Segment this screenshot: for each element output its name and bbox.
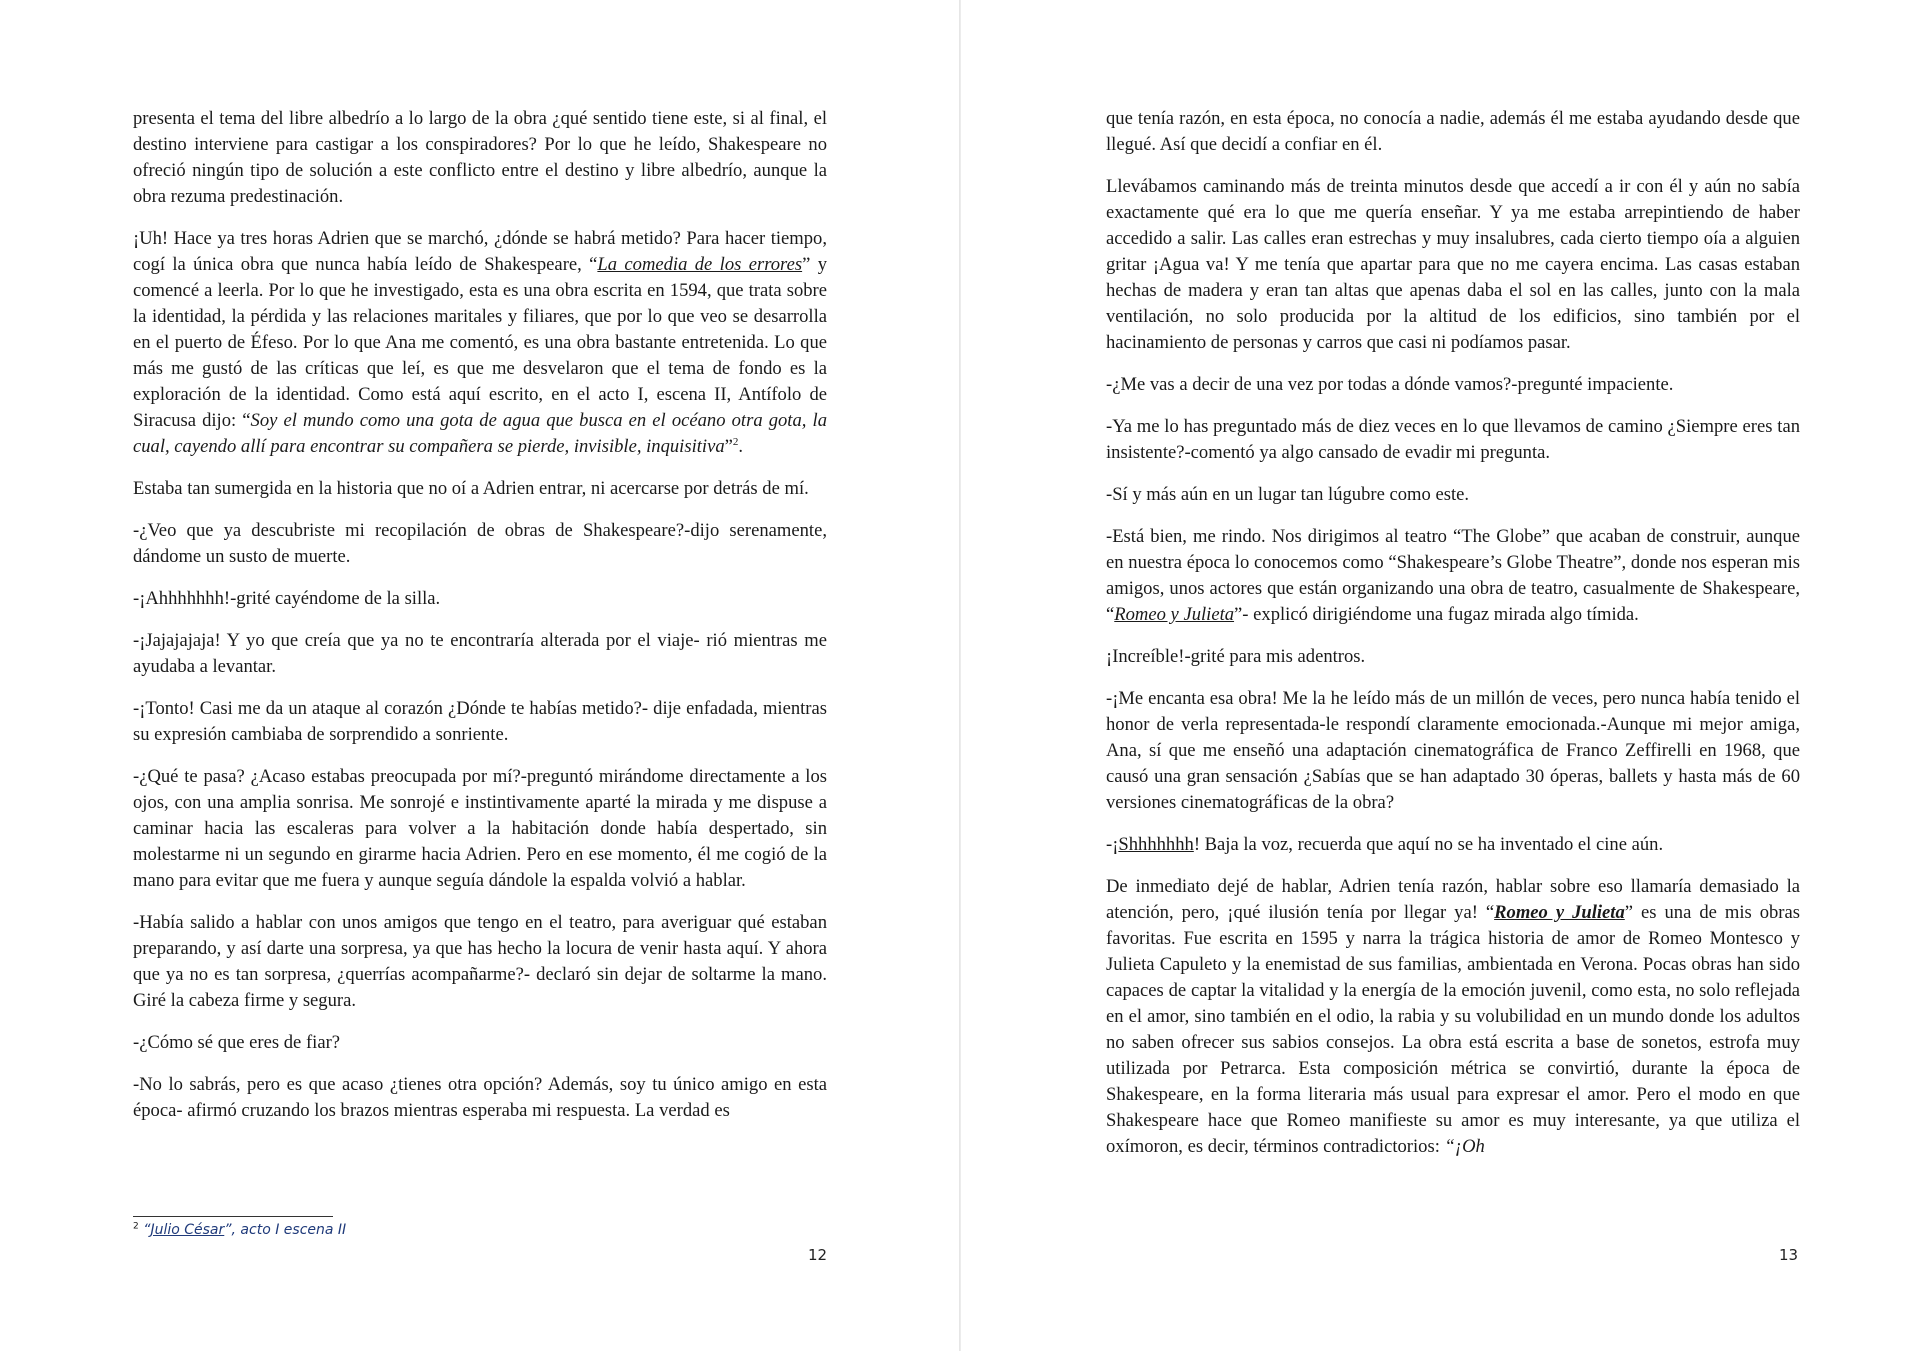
left-text-column — [133, 106, 827, 1124]
paragraph: -No lo sabrás, pero es que acaso ¿tienes otra opción? Además, soy tu único amigo en esta época- afirmó cruzando los brazos mientras esperaba mi respuesta. La verdad es — [133, 1074, 827, 1121]
work-title-link[interactable]: Romeo y Julieta — [1114, 604, 1235, 625]
paragraph: -¡Ahhhhhhh!-grité cayéndome de la silla. — [133, 588, 441, 609]
paragraph: -Había salido a hablar con unos amigos que tengo en el teatro, para averiguar qué estaban preparando, y así darte una sorpresa, ya que has hecho la locura de venir hasta aquí. Y ahora que ya no es tan sorpresa, ¿querrías acompañarme?- declaró sin dejar de soltarme la mano. Giré la cabeza firme y segura. — [133, 912, 827, 1011]
paragraph: Estaba tan sumergida en la historia que no oí a Adrien entrar, ni acercarse por detrás de mí. — [133, 478, 809, 499]
footnote-open-quote: “ — [143, 1222, 151, 1238]
text-run: -Está bien, me rindo. Nos dirigimos al teatro “The Globe” que acaban de construir, aunque en nuestra época lo conocemos como “Shakespeare’s Globe Theatre”, donde nos esperan mis amigos, unos actores que están organizando una obra de teatro, casualmente de Shakespeare, “ — [1106, 526, 1800, 625]
paragraph-globe — [1106, 524, 1800, 628]
footnote — [133, 1222, 346, 1238]
footnote-mark: 2 — [133, 1221, 139, 1232]
paragraph: -¡Me encanta esa obra! Me la he leído más de un millón de veces, pero nunca había tenido el honor de verla representada-le respondí claramente emocionada.-Aunque mi mejor amiga, Ana, sí que me enseñó una adaptación cinematográfica de Franco Zeffirelli en 1968, que causó una gran sensación ¿Sabías que se han adaptado 30 óperas, ballets y hasta más de 60 versiones cinematográficas de la obra? — [1106, 688, 1800, 813]
footnote-text: ”, acto I escena II — [224, 1222, 347, 1238]
paragraph: -¿Me vas a decir de una vez por todas a dónde vamos?-pregunté impaciente. — [1106, 374, 1674, 395]
underlined-word: Shhhhhhh — [1118, 834, 1194, 855]
paragraph: -Ya me lo has preguntado más de diez veces en lo que llevamos de camino ¿Siempre eres tan insistente?-comentó ya algo cansado de evadir mi pregunta. — [1106, 416, 1800, 463]
text-run: . — [738, 436, 744, 457]
text-run: ! Baja la voz, recuerda que aquí no se ha inventado el cine aún. — [1193, 834, 1664, 855]
work-title-link[interactable]: La comedia de los errores — [597, 254, 803, 275]
paragraph: -¡Tonto! Casi me da un ataque al corazón ¿Dónde te habías metido?- dije enfadada, mientras su expresión cambiaba de sorprendido a sonriente. — [133, 698, 827, 745]
paragraph-shh — [1106, 832, 1800, 858]
paragraph: -¡Jajajajaja! Y yo que creía que ya no te encontraría alterada por el viaje- rió mientras me ayudaba a levantar. — [133, 630, 827, 677]
paragraph-comedia — [133, 226, 827, 460]
paragraph: presenta el tema del libre albedrío a lo largo de la obra ¿qué sentido tiene este, si al final, el destino interviene para castigar a los conspiradores? Por lo que he leído, Shakespeare no ofreció ningún tipo de solución a este conflicto entre el destino y libre albedrío, aunque la obra rezuma predestinación. — [133, 108, 827, 207]
text-run: ” es una de mis obras favoritas. Fue escrita en 1595 y narra la trágica historia de amor de Romeo Montesco y Julieta Capuleto y la enemistad de sus familias, ambientada en Verona. Pocas obras han sido capaces de captar la vitalidad y la energía de la emoción juvenil, como esta, no solo reflejada en el amor, sino también en el odio, la rabia y su volubilidad en un mundo donde los adultos no saben ofrecer sus sabios consejos. La obra está escrita a base de sonetos, estrofa muy utilizada por Petrarca. Esta composición métrica se convirtió, durante la época de Shakespeare, en la forma literaria más usual para expresar el amor. Pero el modo en que Shakespeare hace que Romeo manifieste su amor es muy interesante, ya que utiliza el oxímoron, es decir, términos contradictorios: — [1106, 902, 1800, 1157]
paragraph: -¿Qué te pasa? ¿Acaso estabas preocupada por mí?-preguntó mirándome directamente a los ojos, con una amplia sonrisa. Me sonrojé e instintivamente aparté la mirada y me dispuse a caminar hacia las escaleras para volver a la habitación donde había despertado, sin molestarme ni un segundo en girarme hacia Adrien. Pero en ese momento, él me cogió de la mano para evitar que me fuera y aunque seguía dándole la espalda volvió a hablar. — [133, 766, 827, 891]
paragraph: -¿Veo que ya descubriste mi recopilación de obras de Shakespeare?-dijo serenamente, dándome un susto de muerte. — [133, 520, 827, 567]
paragraph: ¡Increíble!-grité para mis adentros. — [1106, 646, 1366, 667]
text-run: ”- explicó dirigiéndome una fugaz mirada algo tímida. — [1234, 604, 1639, 625]
page-number: 13 — [1779, 1246, 1799, 1264]
work-title-link[interactable]: Romeo y Julieta — [1494, 902, 1625, 923]
text-run: ” — [724, 436, 733, 457]
text-run: ¡Uh! Hace ya tres horas Adrien que se marchó, ¿dónde se habrá metido? Para hacer tiempo, cogí la única obra que nunca había leído de Shakespeare, “ — [133, 228, 827, 275]
right-page — [960, 0, 1920, 1351]
quotation: “¡Oh — [1444, 1136, 1485, 1157]
footnote-title-link[interactable]: Julio César — [150, 1222, 225, 1238]
quotation: Soy el mundo como una gota de agua que busca en el océano otra gota, la cual, cayendo allí para encontrar su compañera se pierde, invisible, inquisitiva — [133, 410, 827, 457]
right-text-column — [1106, 106, 1800, 1160]
text-run: ” y comencé a leerla. Por lo que he investigado, esta es una obra escrita en 1594, que trata sobre la identidad, la pérdida y las relaciones maritales y filiares, que por lo que veo se desarrolla en el puerto de Éfeso. Por lo que Ana me comentó, es una obra bastante entretenida. Lo que más me gustó de las críticas que leí, es que me desvelaron que el tema de fondo es la exploración de la identidad. Como está aquí escrito, en el acto I, escena II, Antífolo de Siracusa dijo: “ — [133, 254, 828, 431]
paragraph: -¿Cómo sé que eres de fiar? — [133, 1032, 341, 1053]
footnote-separator — [133, 1216, 333, 1217]
paragraph-romeo — [1106, 874, 1800, 1160]
page-number: 12 — [808, 1246, 828, 1264]
text-run: De inmediato dejé de hablar, Adrien tenía razón, hablar sobre eso llamaría demasiado la atención, pero, ¡qué ilusión tenía por llegar ya! “ — [1106, 876, 1800, 923]
footnote-reference[interactable]: 2 — [732, 435, 739, 448]
paragraph: -Sí y más aún en un lugar tan lúgubre como este. — [1106, 484, 1470, 505]
paragraph: que tenía razón, en esta época, no conocía a nadie, además él me estaba ayudando desde que llegué. Así que decidí a confiar en él. — [1106, 108, 1800, 155]
text-run: -¡ — [1106, 834, 1119, 855]
paragraph: Llevábamos caminando más de treinta minutos desde que accedí a ir con él y aún no sabía exactamente qué era lo que me quería enseñar. Y ya me estaba arrepintiendo de haber accedido a salir. Las calles eran estrechas y muy insalubres, cada cierto tiempo oía a alguien gritar ¡Agua va! Y me tenía que apartar para que no me cayera encima. Las casas estaban hechas de madera y eran tan altas que apenas daba el sol en las calles, junto con la mala ventilación, no solo producida por la altitud de los edificios, sino también por el hacinamiento de personas y carros que casi ni podíamos pasar. — [1106, 176, 1800, 353]
